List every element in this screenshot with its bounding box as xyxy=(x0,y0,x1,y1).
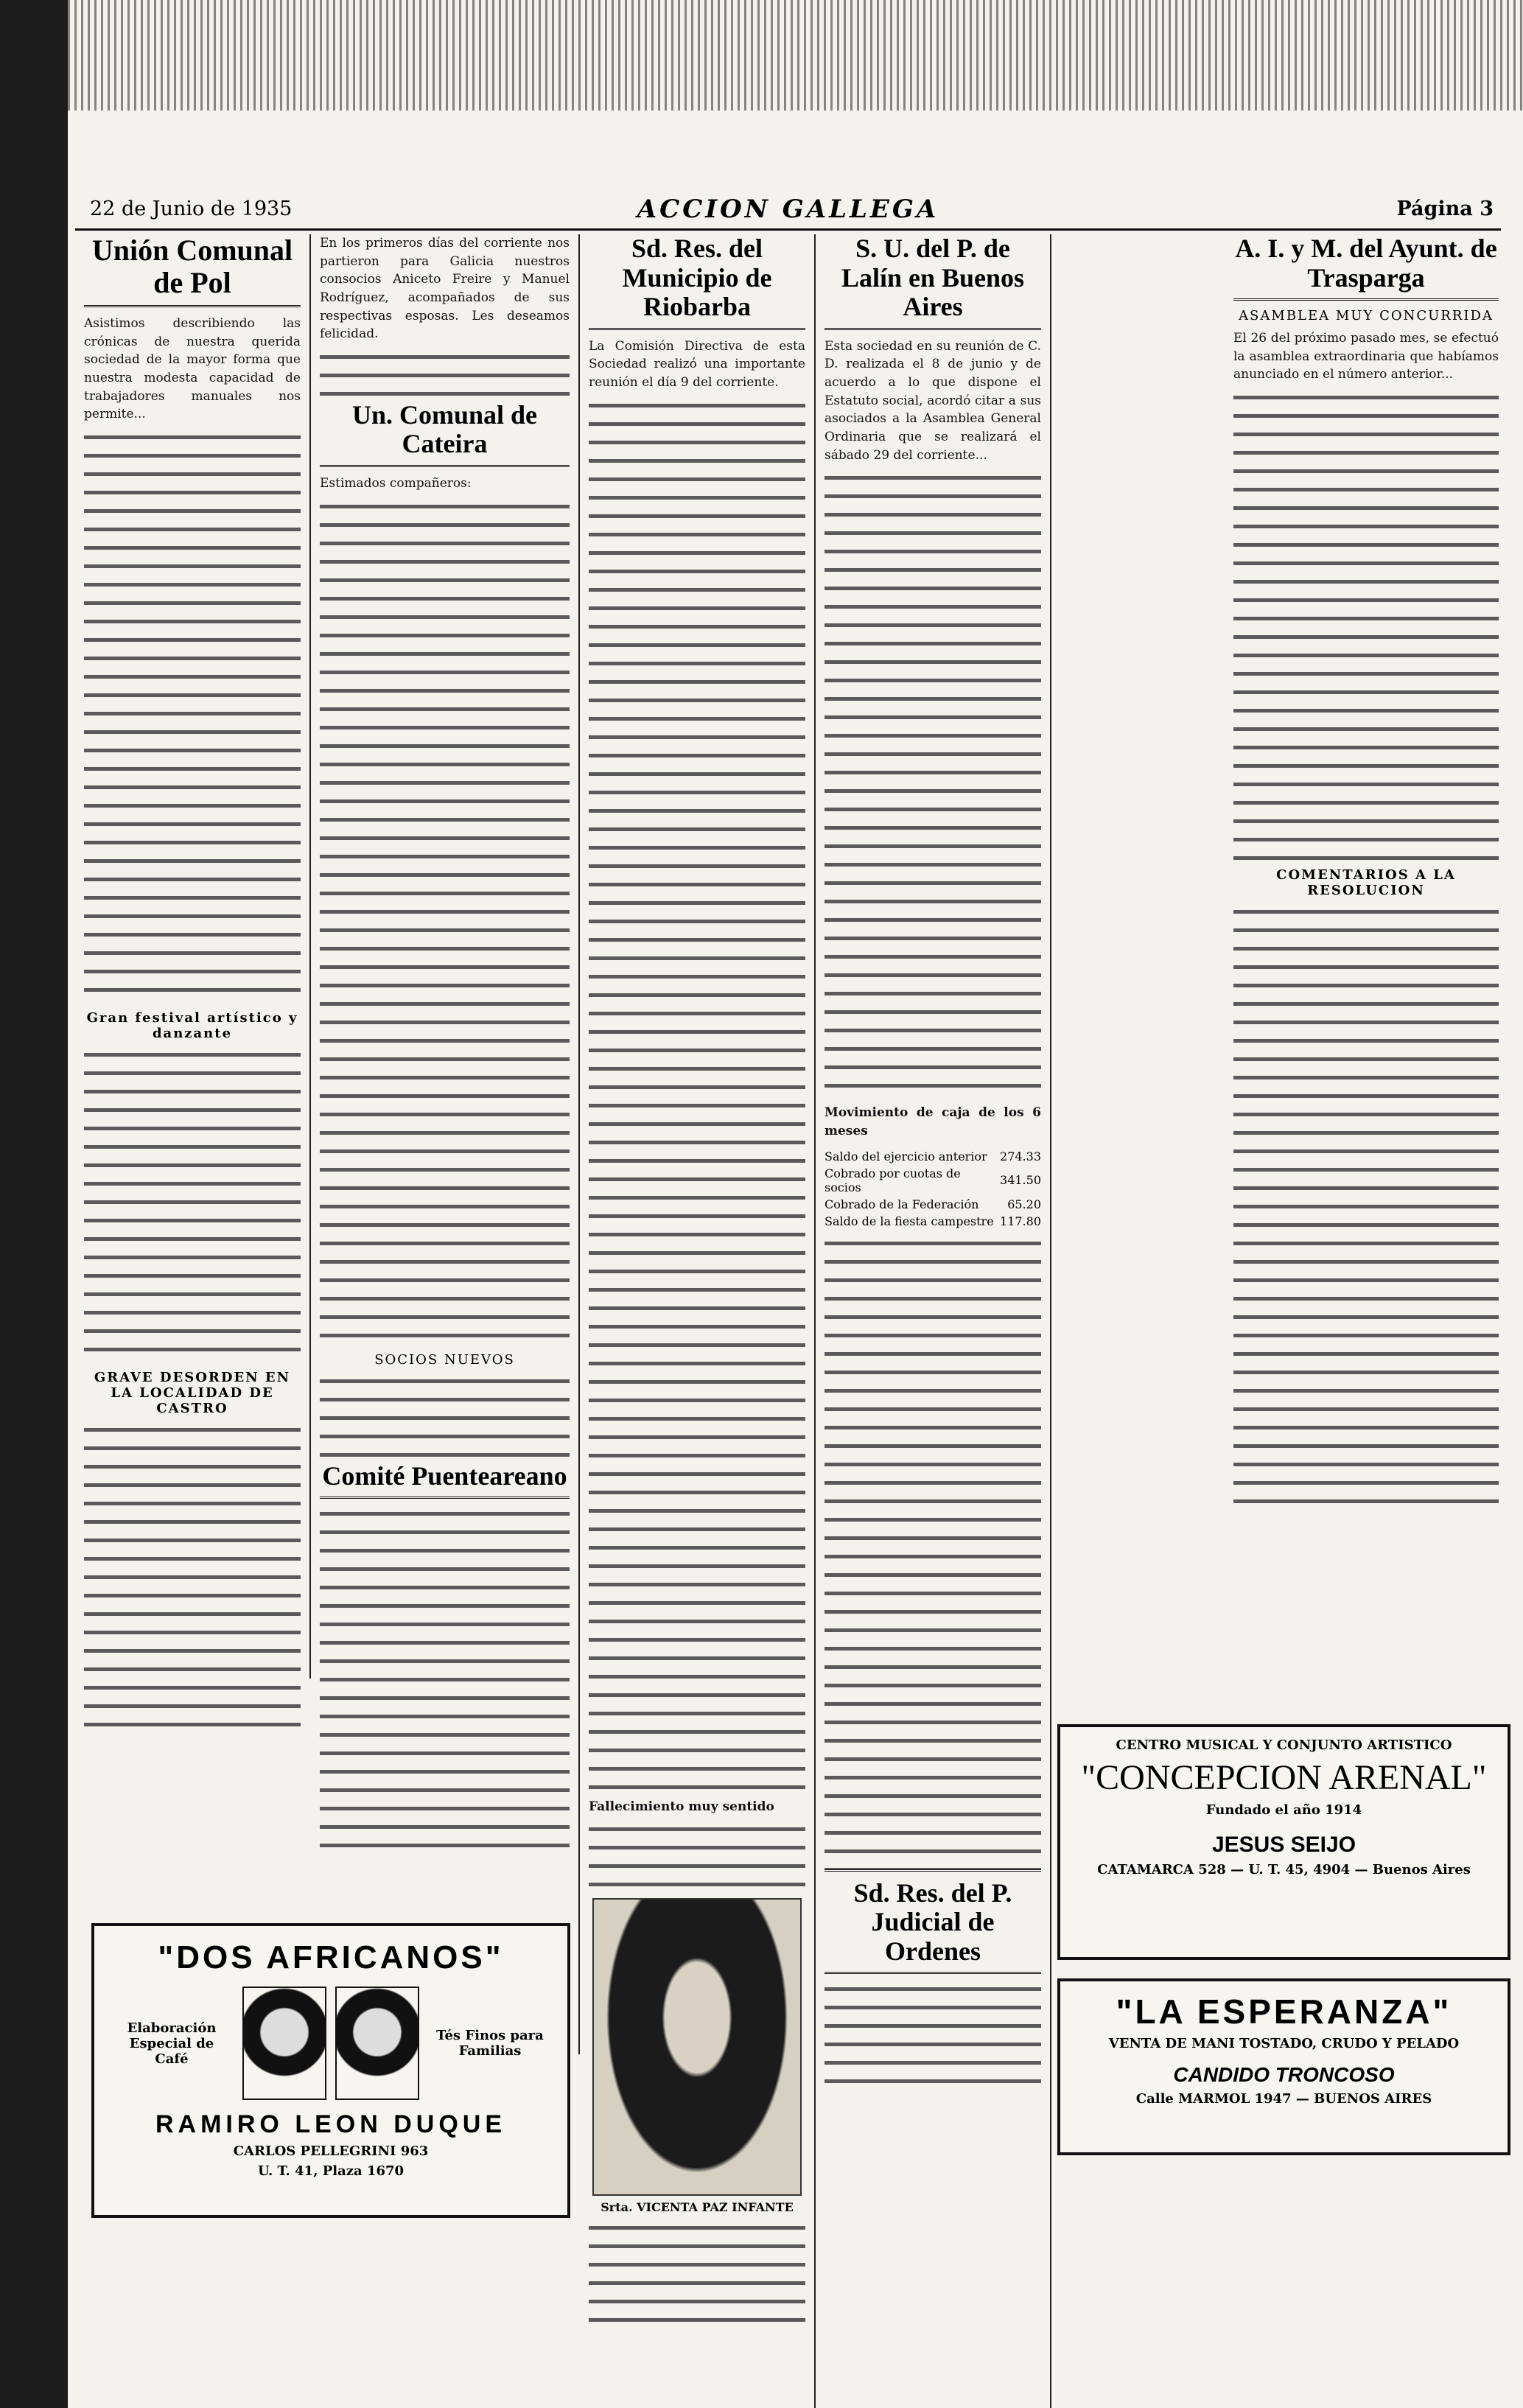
headline-union-pol: Unión Comunal de Pol xyxy=(84,234,301,307)
ad-director: JESUS SEIJO xyxy=(1211,1833,1356,1857)
ad-right-text: Tés Finos para Familias xyxy=(436,2028,544,2059)
article-body xyxy=(320,349,570,401)
table-row: Saldo de la fiesta campestre 117.80 xyxy=(824,1214,1041,1228)
headline-lalin: S. U. del P. de Lalín en Buenos Aires xyxy=(824,234,1041,330)
column-4 xyxy=(816,234,1051,2408)
section-fallecimiento: Fallecimiento muy sentido xyxy=(589,1799,774,1814)
newspaper-title: ACCION GALLEGA xyxy=(637,195,939,224)
ad-founded: Fundado el año 1914 xyxy=(1205,1802,1362,1818)
article-intro: Esta sociedad en su reunión de C. D. realizada el 8 de junio y de acuerdo a lo que dispone el Estatuto social, acordó citar a sus asociados a la Asamblea General Ordinaria que se realizará el sábado 29 del corriente... xyxy=(824,338,1041,463)
article-intro: Asistimos describiendo las crónicas de nuestra querida sociedad de la mayor forma que nuestra modesta capacidad de trabajadores manuales nos permite... xyxy=(84,316,301,422)
subhead-asamblea: ASAMBLEA MUY CONCURRIDA xyxy=(1239,308,1494,324)
greeting: Estimados compañeros: xyxy=(320,476,472,491)
headline-puenteareano: Comité Puenteareano xyxy=(320,1462,570,1499)
article-body xyxy=(320,1506,570,1860)
header-date: 22 de Junio de 1935 xyxy=(90,197,293,220)
article-body xyxy=(589,1821,805,1888)
column-1 xyxy=(75,234,311,1679)
ad-concepcion-arenal xyxy=(1057,1724,1510,1960)
balance-title: Movimiento de caja de los 6 meses xyxy=(824,1105,1041,1138)
article-body xyxy=(589,2220,805,2331)
table-row: Saldo del ejercicio anterior 274.33 xyxy=(824,1149,1041,1163)
headline-cateira: Un. Comunal de Cateira xyxy=(320,401,570,467)
table-row: Cobrado por cuotas de socios 341.50 xyxy=(824,1166,1041,1194)
ad-address: CARLOS PELLEGRINI 963 xyxy=(233,2143,429,2159)
ad-address: CATAMARCA 528 — U. T. 45, 4904 — Buenos Aires xyxy=(1097,1862,1471,1877)
ad-phone: U. T. 41, Plaza 1670 xyxy=(257,2163,405,2179)
article-intro: En los primeros días del corriente nos partieron para Galicia nuestros consocios Aniceto Freire y Manuel Rodríguez, acompañados de sus respectivas esposas. Les deseamos felicidad. xyxy=(320,236,570,342)
column-5 xyxy=(1051,234,1501,1723)
ad-title: "LA ESPERANZA" xyxy=(1116,1992,1452,2031)
ad-la-esperanza xyxy=(1057,1978,1510,2155)
section-festival: Gran festival artístico y danzante xyxy=(86,1009,298,1041)
page-header xyxy=(75,193,1501,231)
table-row: Cobrado de la Federación 65.20 xyxy=(824,1197,1041,1211)
article-body xyxy=(320,1373,570,1462)
headline-trasparga: A. I. y M. del Ayunt. de Trasparga xyxy=(1233,234,1499,301)
scan-noise xyxy=(68,0,1523,111)
section-comentarios: COMENTARIOS A LA RESOLUCION xyxy=(1276,867,1456,899)
headline-riobarba: Sd. Res. del Municipio de Riobarba xyxy=(589,234,805,330)
article-body xyxy=(824,1236,1041,1869)
ad-description: VENTA DE MANI TOSTADO, CRUDO Y PELADO xyxy=(1108,2036,1460,2051)
africanos-logo-icon xyxy=(335,1987,419,2100)
section-socios: SOCIOS NUEVOS xyxy=(374,1351,515,1368)
balance-table xyxy=(824,1148,1041,1230)
article-body xyxy=(824,470,1041,1096)
newspaper-page xyxy=(68,0,1523,2408)
article-body xyxy=(84,1422,301,1732)
article-body xyxy=(824,1981,1041,2085)
article-body xyxy=(320,499,570,1346)
article-body xyxy=(84,1047,301,1364)
africanos-logo-icon xyxy=(242,1987,326,2100)
article-body xyxy=(589,398,805,1798)
article-intro: El 26 del próximo pasado mes, se efectuó la asamblea extraordinaria que habíamos anunciado en el número anterior... xyxy=(1233,331,1499,382)
ad-top-line: CENTRO MUSICAL Y CONJUNTO ARTISTICO xyxy=(1116,1737,1452,1753)
ad-left-text: Elaboración Especial de Café xyxy=(127,2020,217,2067)
headline-ordenes: Sd. Res. del P. Judicial de Ordenes xyxy=(824,1869,1041,1975)
article-body xyxy=(1233,390,1499,861)
page-number: Página 3 xyxy=(1396,197,1494,220)
ad-dos-africanos xyxy=(91,1923,570,2218)
photo-caption: Srta. VICENTA PAZ INFANTE xyxy=(601,2200,794,2215)
article-body xyxy=(1233,904,1499,1508)
ad-title: "DOS AFRICANOS" xyxy=(158,1939,504,1975)
portrait-photo xyxy=(592,1898,802,2196)
column-3 xyxy=(580,234,816,2408)
section-desorden: GRAVE DESORDEN EN LA LOCALIDAD DE CASTRO xyxy=(94,1369,291,1416)
column-2 xyxy=(311,234,580,2054)
ad-address: Calle MARMOL 1947 — BUENOS AIRES xyxy=(1135,2091,1432,2107)
ad-owner: RAMIRO LEON DUQUE xyxy=(155,2110,506,2138)
ad-title: "CONCEPCION ARENAL" xyxy=(1081,1758,1487,1797)
article-intro: La Comisión Directiva de esta Sociedad realizó una importante reunión el día 9 del corriente. xyxy=(589,338,805,391)
ad-owner: CANDIDO TRONCOSO xyxy=(1173,2063,1395,2086)
article-body xyxy=(84,430,301,1004)
